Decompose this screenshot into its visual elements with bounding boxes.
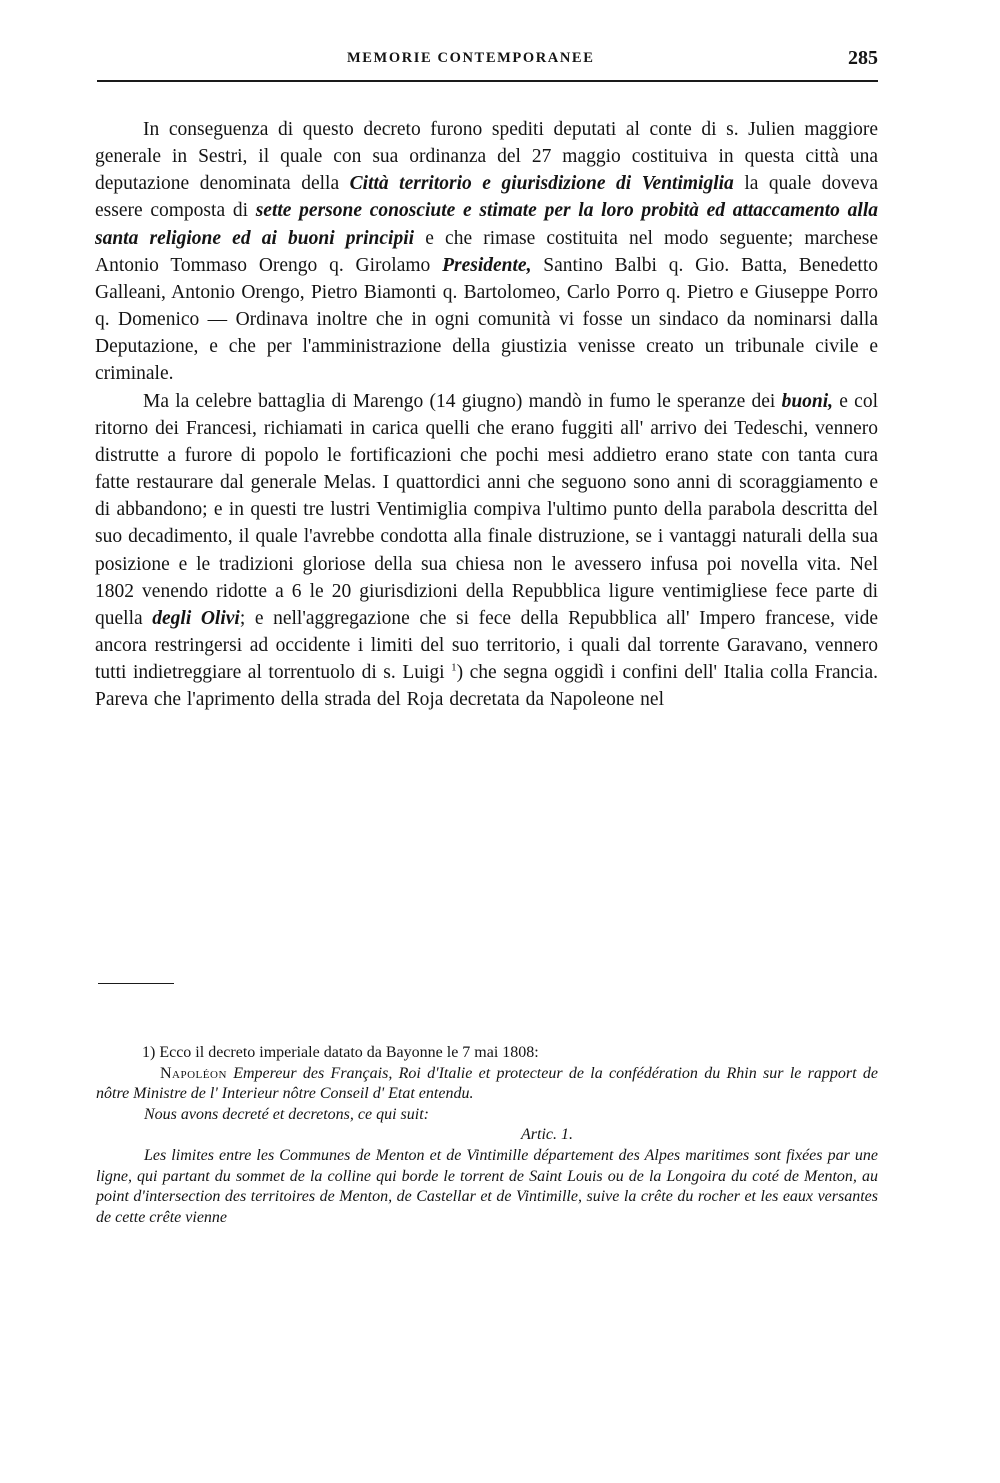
text-run: e col ritorno dei Francesi, richiamati in carica quelli che erano fuggiti all' arrivo dei Tedeschi, vennero distrutte a furore di popolo le fortificazioni che pochi mesi addietro erano state con tanta cura fatte restaurare dal generale Melas. I quattordici anni che seguono sono anni di scoraggiamento e di abbandono; e in questi tre lustri Ventimiglia compiva l'ultimo punto della parabola descritta del suo decadimento, il quale l'avrebbe condotta alla finale distruzione, se i vantaggi naturali della sua posizione e le tradizioni gloriose della sua chiesa non le avessero infusa poi novella vita. Nel 1802 venendo ridotte a 6 le 20 giurisdizioni della Repubblica ligure ventimigliese fece parte di quella xyxy=(95,390,879,629)
footnote-lead: 1) Ecco il decreto imperiale datato da Bayonne le 7 mai 1808: xyxy=(142,1044,539,1061)
page-number: 285 xyxy=(848,47,878,69)
paragraph-2 xyxy=(95,388,878,714)
text-run: In conseguenza di questo decreto furono spediti deputati al conte di s. Julien maggiore generale in Sestri, il quale con sua ordinanza del 27 maggio costituiva in questa città una deputazione denominata della xyxy=(95,119,878,195)
text-run: e che rimase costituita nel modo seguente; marchese Antonio Tommaso Orengo q. Girolamo xyxy=(95,227,878,276)
running-title: MEMORIE CONTEMPORANEE xyxy=(347,50,595,66)
footnote-article-title: Artic. 1. xyxy=(521,1126,573,1144)
running-head xyxy=(97,47,878,72)
text-run: Santino Balbi q. Gio. Batta, Benedetto Galleani, Antonio Orengo, Pietro Biamonti q. Bartolomeo, Carlo Porro q. Pietro e Giuseppe Porro q. Domenico — Ordinava inoltre che in ogni comunità vi fosse un sindaco da nominarsi dalla Deputazione, e che per l'amministrazione della giustizia venisse creato un tribunale civile e criminale. xyxy=(95,254,878,385)
italic-run: Città territorio e giurisdizione di Ventimiglia xyxy=(349,173,734,195)
text-run: ) che segna oggidì i confini dell' Italia colla Francia. Pareva che l'aprimento della strada del Roja decretata da Napoleone nel xyxy=(95,662,878,711)
footnote-formula: Nous avons decreté et decretons, ce qui suit: xyxy=(144,1105,429,1123)
decree-name: Napoléon xyxy=(160,1064,227,1082)
footnote xyxy=(96,1043,878,1228)
italic-run: Presidente, xyxy=(442,254,532,276)
text-run: la quale doveva essere composta di xyxy=(95,173,878,222)
footnote-article-text: Les limites entre les Communes de Menton et de Vintimille département des Alpes maritimes sont fixées par une ligne, qui partant du sommet de la colline qui borde le torrent de Saint Louis ou de la Longoira du coté de Menton, au point d'intersection des territoires de Menton, de Castellar et de Vintimille, suive la crête du rocher et les eaux versantes de cette crête vienne xyxy=(96,1146,878,1226)
footnote-rule xyxy=(98,983,174,984)
text-run: ; e nell'aggregazione che si fece della Repubblica all' Impero francese, vide ancora restringersi ad occidente i limiti del suo territorio, i quali dal torrente Garavano, vennero tutti indietreggiare al torrentuolo di s. Luigi xyxy=(95,607,879,684)
paragraph-1 xyxy=(95,116,878,388)
text-run: Ma la celebre battaglia di Marengo (14 giugno) mandò in fumo le speranze dei xyxy=(143,390,782,412)
footnote-reference[interactable]: 1 xyxy=(451,661,457,674)
footnote-decree xyxy=(96,1064,878,1105)
main-text xyxy=(95,116,878,713)
header-rule xyxy=(97,80,878,82)
italic-run: degli Olivi xyxy=(152,607,240,629)
italic-run: sette persone conosciute e stimate per la loro probità ed attaccamento alla santa religione ed ai buoni principii xyxy=(95,200,878,249)
italic-run: buoni, xyxy=(781,390,834,412)
decree-text: Empereur des Français, Roi d'Italie et protecteur de la confédération du Rhin sur le rapport de nôtre Ministre de l' Interieur nôtre Conseil d' Etat entendu. xyxy=(96,1064,878,1103)
